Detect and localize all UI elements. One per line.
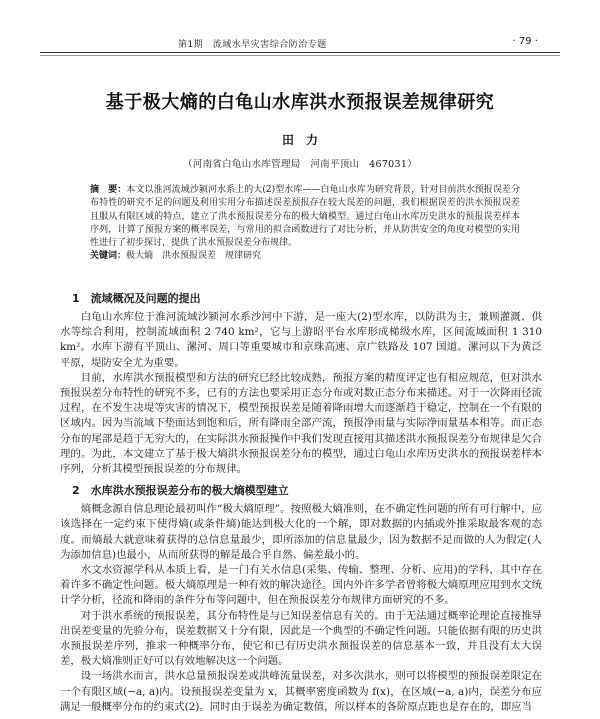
header-rule: [40, 52, 560, 56]
keywords-label: 关键词：: [90, 251, 127, 262]
keywords-text: 极大熵 洪水预报误差 规律研究: [126, 251, 262, 262]
abstract-block: [90, 184, 520, 264]
section-heading-2: 2 水库洪水预报误差分布的极大熵模型建立: [72, 484, 289, 498]
paragraph: 对于洪水系统的预报误差，其分布特性是与已知误差信息有关的。由于无法通过概率论理论直接推导出误差变量的先验分布，误差数据又十分有限，因此是一个典型的不确定性问题。只能依据有限的历史洪水预报误差序列，推求一种概率分布，使它和已有历史洪水预报误差的信息基本一致，并且没有太大误差，极大熵准则正好可以有效地解决这一个问题。: [60, 609, 542, 668]
paragraph: 设一场洪水而言，洪水总量预报误差或洪峰流量误差，对多次洪水，则可以将模型的预报误差限定在一个有限区域(−a, a)内。设预报误差变量为 x，其概率密度函数为 f(x)，在区域(−a, a)内，误差分布应满足一般概率分布的约束式(2)。同时由于误差为确定数值，所以样本的各阶原点距也是存在的，即应当: [60, 670, 542, 713]
article-title: 基于极大熵的白龟山水库洪水预报误差规律研究: [105, 92, 495, 113]
page-number: · 79 ·: [512, 36, 538, 47]
running-head: 第1期 流域水旱灾害综合防治专题: [178, 40, 327, 50]
author-affiliation: （河南省白龟山水库管理局 河南平顶山 467031）: [182, 159, 418, 170]
paragraph: 熵概念源自信息理论最初叫作“极大熵原理”。按照极大熵准则，在不确定性问题的所有可行解中，应该选择在一定约束下使得熵(或条件熵)能达到极大化的一个解，即对数据的内插或外推采取最客观的态度。而熵最大就意味着获得的总信息量最少，即所添加的信息量最少，因为数据不足而做的人为假定(人为添加信息)也最小，从而所获得的解是最合乎自然、偏差最小的。: [60, 503, 542, 561]
abstract: [90, 184, 520, 250]
keywords: [90, 250, 520, 263]
paragraph: 白龟山水库位于淮河流域沙颍河水系沙河中下游，是一座大(2)型水库，以防洪为主，兼顾灌溉、供水等综合利用，控制流域面积 2 740 km²，它与上游昭平台水库形成梯级水库，区间流域面积 1 310 km²。水库下游有平顶山、漯河、周口等重要城市和京珠高速、京广铁路及 107 国道。漯河以下为黄泛平原，堤防安全尤为重要。: [60, 311, 542, 369]
paragraph: 目前，水库洪水预报模型和方法的研究已经比较成熟，预报方案的精度评定也有相应规范，但对洪水预报误差分布特性的研究不多，已有的方法也要采用正态分布或对数正态分布来描述。对于一次降雨径流过程，在不发生决堤等灾害的情况下，模型预报误差是随着降雨增大而逐渐趋于稳定，控制在一个有限的区域内。因为当流域下垫面达到饱和后，所有降雨全部产流，预报净雨量与实际净雨量基本相等。而正态分布的尾部是趋于无穷大的，在实际洪水预报操作中我们发现直接用其描述洪水预报误差分布规律是欠合理的。为此，本文建立了基于极大熵洪水预报误差分布的模型，通过白龟山水库历史洪水的预报误差样本序列，分析其模型预报误差的分布规律。: [60, 371, 542, 476]
abstract-text: 本文以淮河流域沙颍河水系上的大(2)型水库——白龟山水库为研究背景，针对目前洪水预报误差分布特性的研究不足的问题及利用实用分布描述误差预报存在较大误差的问题，我们根据误差的洪水预报误差且服从有限区域的特点，建立了洪水预报误差分布的极大熵模型。通过白龟山水库历史洪水的预报误差样本序列，计算了预报方案的概率误差，与常用的拟合函数进行了对比分析，并从防洪安全的角度对模型的实用性进行了初步探讨，提供了洪水预报误差分布规律。: [90, 185, 520, 249]
author-name: 田 力: [281, 133, 318, 147]
abstract-label: 摘 要：: [90, 185, 127, 195]
section-heading-1: 1 流域概况及问题的提出: [72, 292, 201, 305]
paragraph: 水文水资源学科从本质上看，是一门有关水信息(采集、传输、整理、分析、应用)的学科，其中存在着许多不确定性问题。极大熵原理是一种有效的解决途径。国内外许多学者曾将极大熵原理应用到水文统计学分析，径流和降雨的条件分布等问题中，但在预报误差分布规律方面研究的不多。: [60, 564, 542, 607]
article-body: [60, 291, 542, 715]
